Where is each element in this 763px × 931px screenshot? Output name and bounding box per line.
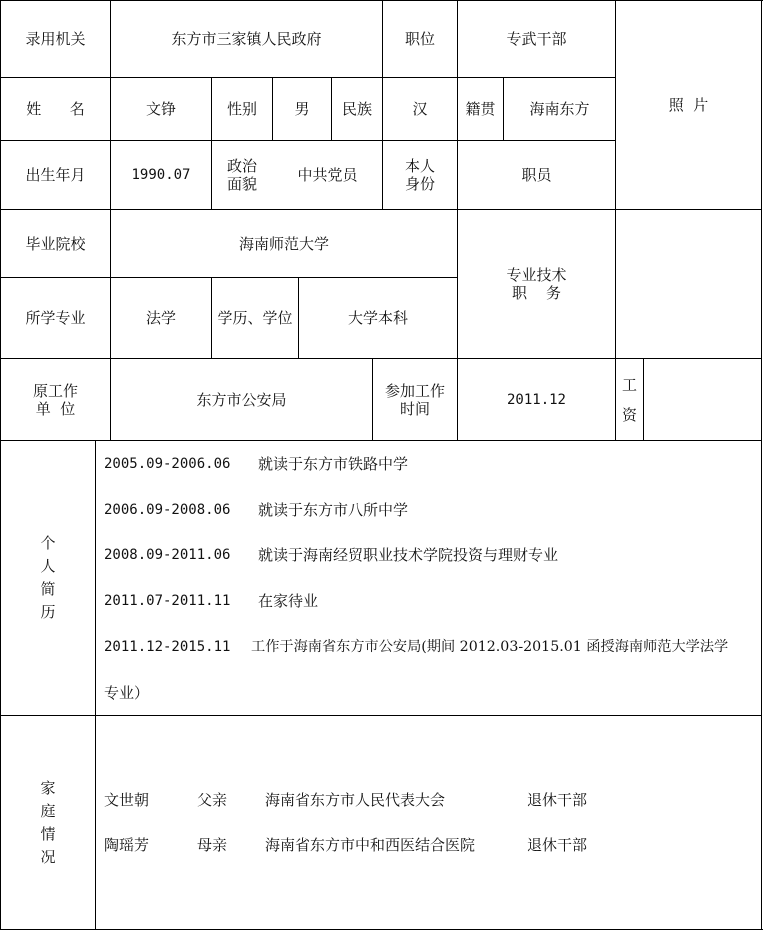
origin-label: 籍贯 xyxy=(465,100,496,118)
work-start-line1: 参加工作 xyxy=(384,381,445,400)
family-label-char: 庭 xyxy=(40,801,56,820)
work-start-line2: 时间 xyxy=(399,399,430,418)
origin-value: 海南东方 xyxy=(529,100,590,118)
border-bottom xyxy=(0,929,763,930)
identity-label-line2: 身份 xyxy=(404,175,435,193)
prev-unit-value: 东方市公安局 xyxy=(196,390,287,409)
gender-value: 男 xyxy=(294,100,310,118)
birth-label: 出生年月 xyxy=(25,166,86,184)
ethnic-value: 汉 xyxy=(412,100,428,118)
name-label: 姓 名 xyxy=(26,100,85,118)
work-start-value: 2011.12 xyxy=(506,391,566,408)
vline xyxy=(95,440,96,930)
salary-line1: 工 xyxy=(621,375,637,394)
resume-label-char: 历 xyxy=(40,603,56,621)
prev-unit-line1: 原工作 xyxy=(32,381,78,400)
degree-label: 学历、学位 xyxy=(217,309,293,327)
family-member-name: 陶瑶芳 xyxy=(104,836,150,854)
resume-text: 就读于东方市铁路中学 xyxy=(258,455,409,473)
resume-date: 2006.09-2008.06 xyxy=(104,502,231,518)
political-label-line1: 政治 xyxy=(226,157,257,175)
prev-unit-label xyxy=(1,359,110,440)
tech-title-line1: 专业技术 xyxy=(506,266,567,284)
gender-label: 性别 xyxy=(226,100,257,118)
degree-value: 大学本科 xyxy=(347,309,408,327)
hline xyxy=(0,715,762,716)
family-member-workplace: 海南省东方市中和西医结合医院 xyxy=(265,836,476,854)
family-member-status: 退休干部 xyxy=(527,836,588,854)
birth-value: 1990.07 xyxy=(131,167,191,183)
family-label xyxy=(1,716,95,929)
photo-placeholder: 照 片 xyxy=(668,96,709,114)
family-member-relation: 母亲 xyxy=(197,836,228,854)
hline xyxy=(0,440,762,441)
resume-text: 就读于东方市八所中学 xyxy=(258,501,409,519)
ethnic-label: 民族 xyxy=(341,100,372,118)
family-label-char: 况 xyxy=(40,847,56,866)
family-label-char: 家 xyxy=(40,778,56,797)
resume-label-char: 个 xyxy=(40,534,56,552)
resume-date: 2005.09-2006.06 xyxy=(104,456,231,472)
resume-label-char: 简 xyxy=(40,580,56,598)
position-value: 专武干部 xyxy=(506,30,567,48)
family-member-status: 退休干部 xyxy=(527,791,588,809)
identity-label-line1: 本人 xyxy=(404,157,435,175)
tech-title-value xyxy=(616,210,761,358)
agency-value: 东方市三家镇人民政府 xyxy=(171,30,322,48)
resume-text: 在家待业 xyxy=(258,592,319,610)
family-member-workplace: 海南省东方市人民代表大会 xyxy=(265,791,446,809)
resume-label-char: 人 xyxy=(40,557,56,575)
position-label: 职位 xyxy=(404,30,435,48)
salary-line2: 资 xyxy=(621,405,637,424)
political-value: 中共党员 xyxy=(297,166,358,184)
resume-date: 2008.09-2011.06 xyxy=(104,547,231,563)
name-value: 文铮 xyxy=(145,100,176,118)
resume-text: 就读于海南经贸职业技术学院投资与理财专业 xyxy=(258,546,559,564)
identity-label xyxy=(383,141,457,209)
resume-date: 2011.07-2011.11 xyxy=(104,593,231,609)
political-label-line2: 面貌 xyxy=(226,175,257,193)
school-label: 毕业院校 xyxy=(25,234,86,253)
resume-text: 工作于海南省东方市公安局(期间 2012.03-2015.01 函授海南师范大学法学 xyxy=(251,639,729,655)
tech-title-line2: 职 务 xyxy=(511,284,562,302)
agency-label: 录用机关 xyxy=(25,30,86,48)
resume-continuation: 专业） xyxy=(104,684,150,702)
family-label-char: 情 xyxy=(40,824,56,843)
salary-label xyxy=(616,359,643,440)
political-label xyxy=(212,141,272,209)
resume-label xyxy=(1,441,95,715)
major-label: 所学专业 xyxy=(25,309,86,327)
family-member-name: 文世朝 xyxy=(104,791,150,809)
school-value: 海南师范大学 xyxy=(238,234,329,253)
identity-value: 职员 xyxy=(521,166,552,184)
border-right xyxy=(761,0,762,930)
resume-date: 2011.12-2015.11 xyxy=(104,639,231,655)
tech-title-label xyxy=(458,210,615,358)
salary-value xyxy=(644,359,761,440)
family-member-relation: 父亲 xyxy=(197,791,228,809)
prev-unit-line2: 单 位 xyxy=(35,399,76,418)
work-start-label xyxy=(373,359,457,440)
major-value: 法学 xyxy=(145,309,176,327)
